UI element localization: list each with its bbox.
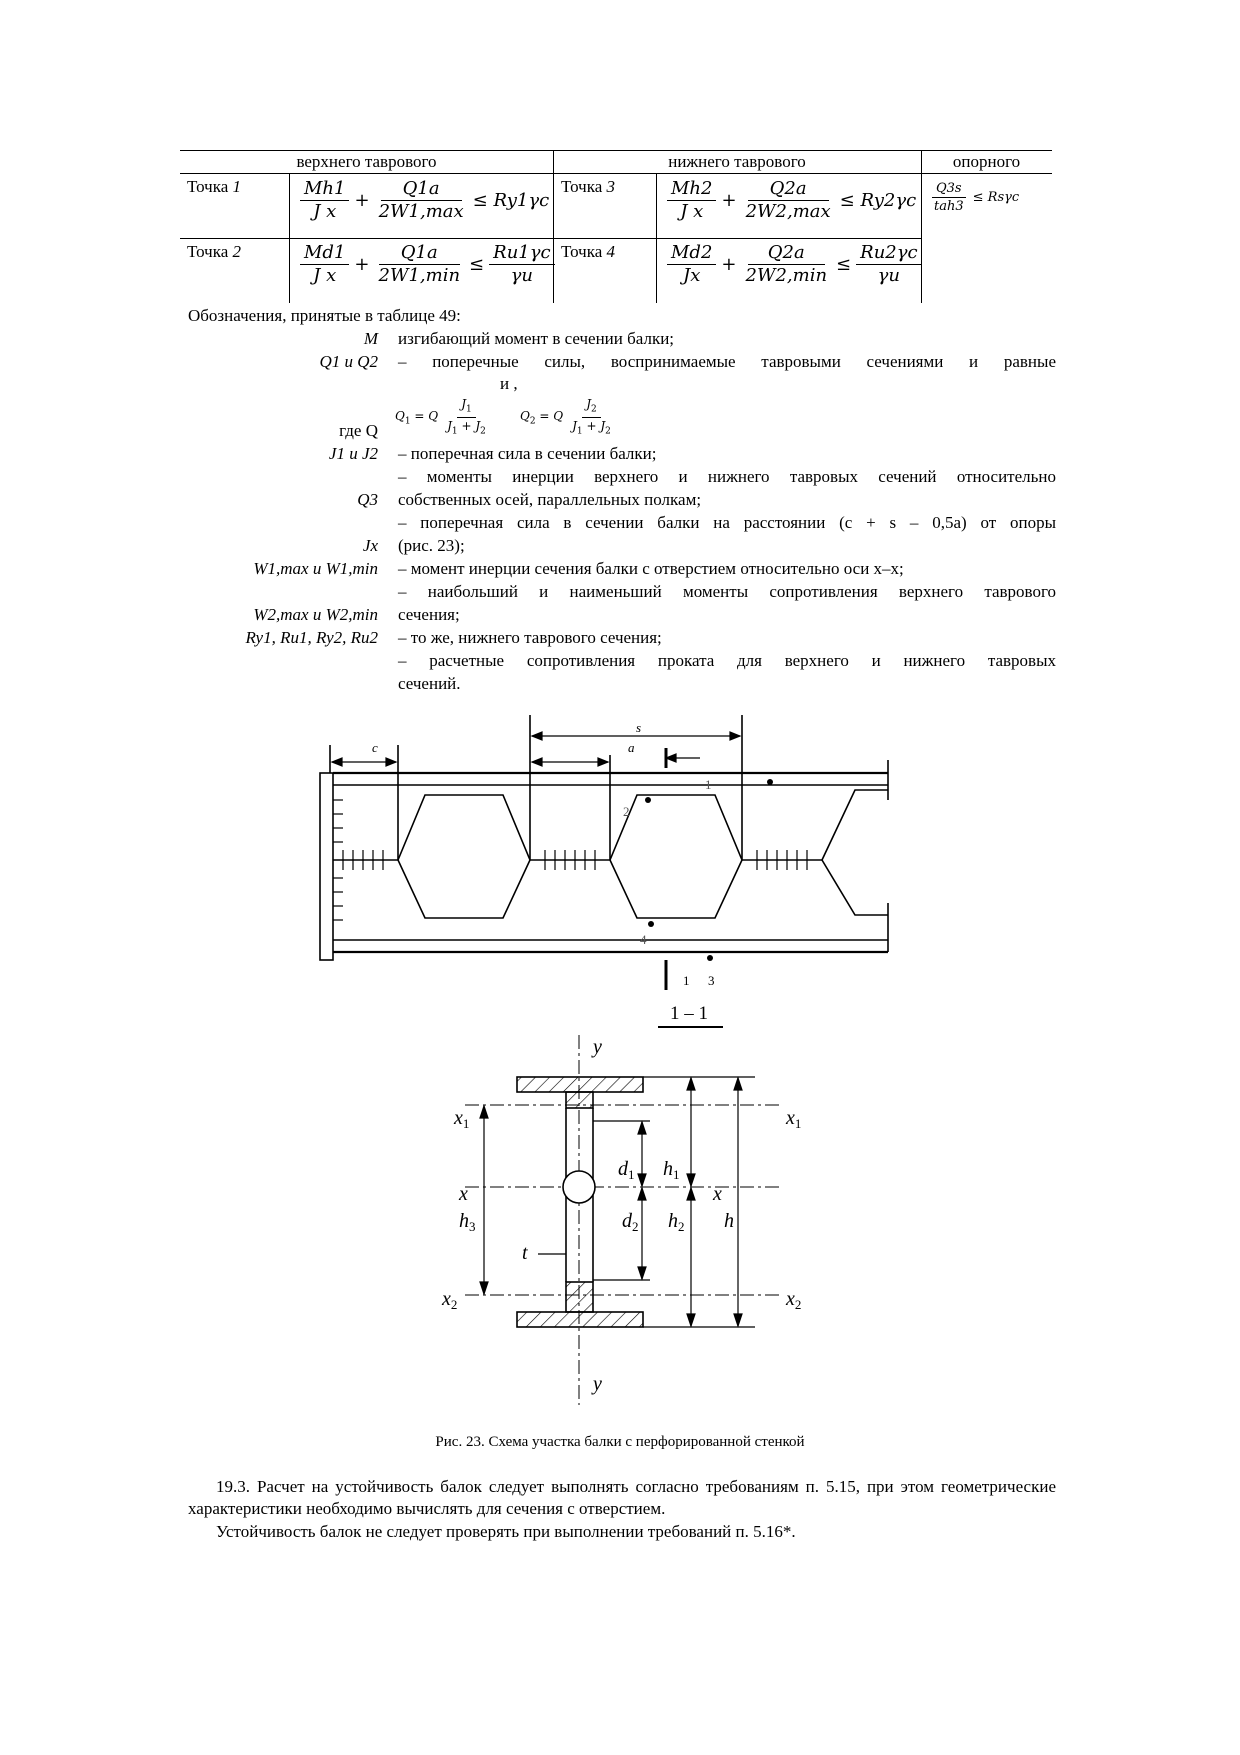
legend-text-w1-1: – наибольший и наименьший моменты сопротивления верхнего таврового	[398, 582, 1056, 601]
beam-elevation-drawing	[0, 700, 1240, 1030]
point-3-marker: 3	[708, 973, 715, 988]
dim-a-label: a	[628, 740, 635, 755]
header-lower-tee: нижнего таврового	[668, 152, 806, 171]
legend-label-where-q: где Q	[339, 421, 378, 440]
legend-text-q1q2: – поперечные силы, воспринимаемые тавровыми сечениями и равные	[398, 352, 1056, 371]
axis-x2-right: $x_2$	[786, 1288, 802, 1312]
axis-x2-left: $x_2$	[442, 1288, 458, 1312]
legend-text-jx: – момент инерции сечения балки с отверстием относительно оси x–x;	[398, 559, 904, 578]
legend-text-r-1: – расчетные сопротивления проката для верхнего и нижнего тавровых	[398, 651, 1056, 670]
legend-label-r: Ry1, Ru1, Ry2, Ru2	[245, 628, 378, 647]
legend-label-w1: W1,max и W1,min	[253, 559, 378, 578]
q1-formula: $Q_1 = Q$ $\frac{J_1}{J_1 + J_2}$	[395, 397, 486, 437]
formula-point-2: $\frac{Md1}{\text{J x}}$ + $\frac{Q1a}{2W1,\min}$ ≤ $\frac{Ru1\gamma c}{\gamma u}$	[300, 242, 555, 287]
legend-text-and: и ,	[500, 374, 518, 393]
dim-d1: $d_1$	[618, 1158, 635, 1182]
q2-formula: $Q_2 = Q$ $\frac{J_2}{J_1 + J_2}$	[520, 397, 611, 437]
header-upper-tee: верхнего таврового	[296, 152, 437, 171]
dim-h1: $h_1$	[663, 1158, 680, 1182]
legend-text-q3-2: (рис. 23);	[398, 536, 465, 555]
legend-label-q1q2: Q1 и Q2	[319, 352, 378, 371]
point-4-marker: 4	[640, 932, 647, 947]
axis-y-top: y	[593, 1036, 602, 1058]
legend-text-shear: – поперечная сила в сечении балки;	[398, 444, 657, 463]
point-2-marker: 2	[623, 804, 630, 819]
section-mark-1: 1	[683, 973, 690, 988]
point-3-label: Точка 3	[561, 177, 616, 196]
dim-h2: $h_2$	[668, 1210, 685, 1234]
legend-label-j1j2: J1 и J2	[328, 444, 378, 463]
header-support: опорного	[952, 152, 1021, 171]
axis-x-right: x	[713, 1183, 722, 1205]
point-4-label: Точка 4	[561, 242, 616, 261]
point-2-label: Точка 2	[187, 242, 242, 261]
legend-label-w2: W2,max и W2,min	[253, 605, 378, 624]
paragraph-19-3: 19.3. Расчет на устойчивость балок следует выполнять согласно требованиям п. 5.15, при этом геометрические характеристики необходимо вычислять для сечения с отверстием.	[188, 1477, 1056, 1518]
dim-c-label: c	[372, 740, 378, 755]
dim-s-label: s	[636, 720, 642, 735]
axis-y-bottom: y	[593, 1373, 602, 1395]
axis-x-left: x	[459, 1183, 468, 1205]
formula-point-3: $\frac{Mh2}{\text{J x}}$ + $\frac{Q2a}{2W2,\max}$ ≤ Ry2γc	[667, 178, 916, 223]
dim-h3: $h_3$	[459, 1210, 476, 1234]
legend-text-inertia-1: – моменты инерции верхнего и нижнего тавровых сечений относительно	[398, 467, 1056, 486]
dim-t: t	[522, 1242, 528, 1264]
legend-label-q3: Q3	[357, 490, 378, 509]
legend-text-m: изгибающий момент в сечении балки;	[398, 329, 675, 348]
axis-x1-right: $x_1$	[786, 1107, 802, 1131]
cross-section-drawing	[0, 1030, 1240, 1410]
legend-text-r-2: сечений.	[398, 674, 461, 693]
legend-intro: Обозначения, принятые в таблице 49:	[188, 306, 461, 325]
legend-text-w2: – то же, нижнего таврового сечения;	[398, 628, 662, 647]
formula-point-1: $\frac{Mh1}{\text{J x}}$ + $\frac{Q1a}{2W1,\max}$ ≤ Ry1γc	[300, 178, 549, 223]
paragraph-stability: Устойчивость балок не следует проверять при выполнении требований п. 5.16*.	[216, 1522, 796, 1541]
point-1-label: Точка 1	[187, 177, 242, 196]
legend-text-inertia-2: собственных осей, параллельных полкам;	[398, 490, 702, 509]
legend-label-jx: Jx	[362, 536, 378, 555]
legend-text-q3-1: – поперечная сила в сечении балки на расстоянии (c + s – 0,5a) от опоры	[398, 513, 1056, 532]
legend-text-w1-2: сечения;	[398, 605, 460, 624]
formula-point-4: $\frac{Md2}{Jx}$ + $\frac{Q2a}{2W2,\min}$ ≤ $\frac{Ru2\gamma c}{\gamma u}$	[667, 242, 922, 287]
legend-label-m: M	[363, 329, 378, 348]
figure-caption: Рис. 23. Схема участка балки с перфорированной стенкой	[435, 1434, 805, 1450]
axis-x1-left: $x_1$	[454, 1107, 470, 1131]
dim-h: h	[724, 1210, 734, 1232]
point-1-marker: 1	[705, 777, 712, 792]
dim-d2: $d_2$	[622, 1210, 639, 1234]
section-title: 1 – 1	[670, 1003, 708, 1024]
formula-support: $\frac{Q3s}{\text{tah3}}$ ≤ Rsγc	[934, 181, 1020, 214]
